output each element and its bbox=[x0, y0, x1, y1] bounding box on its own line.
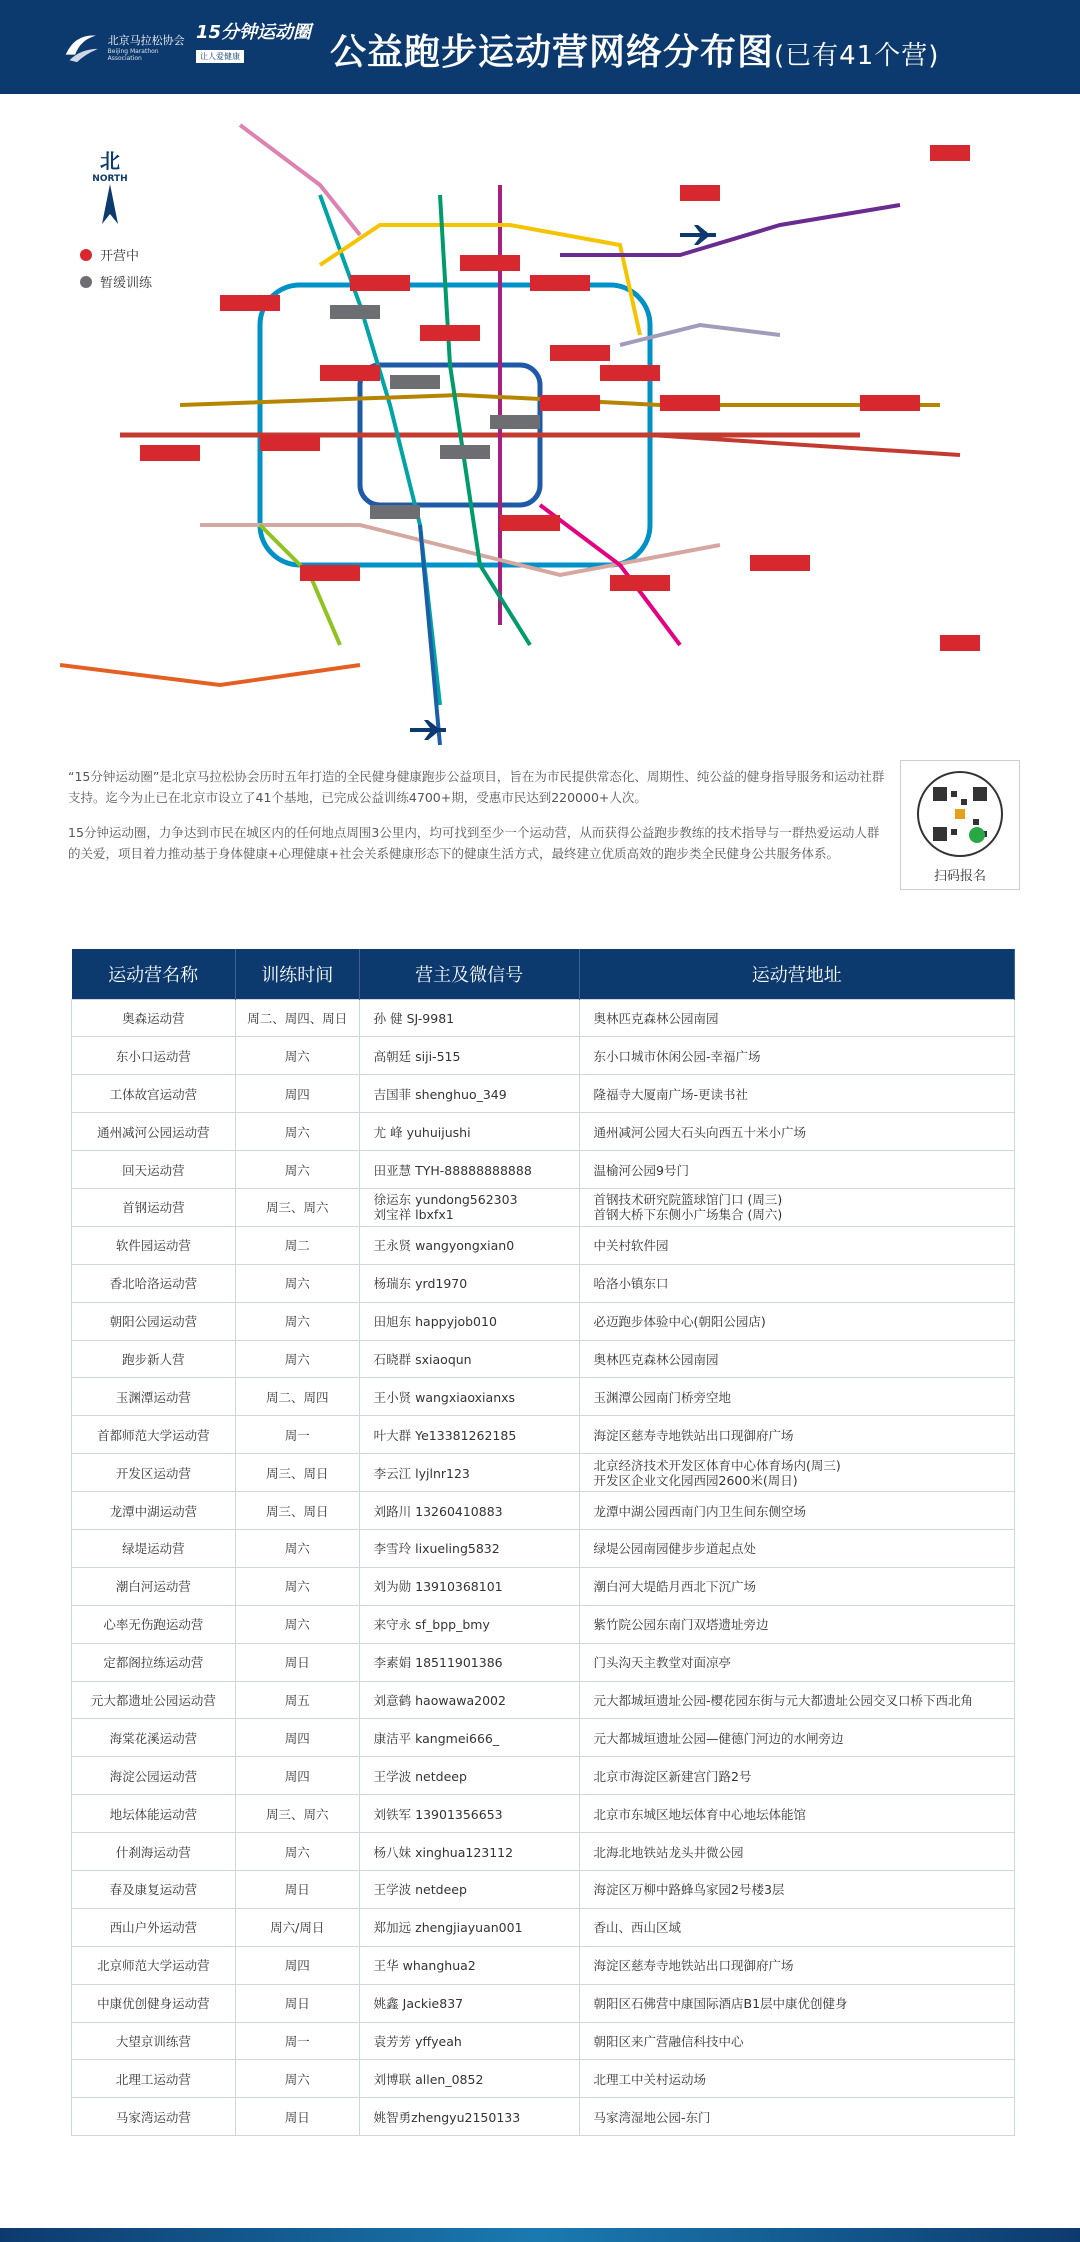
cell-address: 中关村软件园 bbox=[579, 1226, 1014, 1264]
camp-marker bbox=[320, 365, 380, 381]
qr-label: 扫码报名 bbox=[933, 869, 986, 884]
cell-owner: 孙 健 SJ-9981 bbox=[359, 999, 579, 1037]
cell-address: 哈洛小镇东口 bbox=[579, 1264, 1014, 1302]
cell-name: 北京师范大学运动营 bbox=[72, 1946, 236, 1984]
table-row bbox=[72, 1075, 1015, 1113]
line-airport bbox=[420, 525, 440, 745]
cell-name: 地坛体能运动营 bbox=[72, 1795, 236, 1833]
cell-address: 朝阳区石佛营中康国际酒店B1层中康优创健身 bbox=[579, 1984, 1014, 2022]
table-row bbox=[72, 999, 1015, 1037]
table-row bbox=[72, 1188, 1015, 1226]
table-row bbox=[72, 1605, 1015, 1643]
legend-paused-label: 暂缓训练 bbox=[100, 276, 153, 291]
cell-owner: 李云江 lyjlnr123 bbox=[359, 1454, 579, 1492]
line-fangshan bbox=[60, 665, 360, 685]
page-title-main: 公益跑步运动营网络分布图 bbox=[330, 32, 775, 73]
cell-time: 周六 bbox=[235, 1833, 359, 1871]
cell-name: 玉渊潭运动营 bbox=[72, 1378, 236, 1416]
cell-owner: 高朝廷 siji-515 bbox=[359, 1037, 579, 1075]
bma-logo-cn: 北京马拉松协会 bbox=[107, 34, 185, 47]
table-row bbox=[72, 1567, 1015, 1605]
cell-address: 北海北地铁站龙头井微公园 bbox=[579, 1833, 1014, 1871]
airport-icon bbox=[680, 225, 716, 245]
cell-address: 元大都城垣遗址公园-樱花园东街与元大都遗址公园交叉口桥下西北角 bbox=[579, 1681, 1014, 1719]
cell-owner: 田亚慧 TYH-88888888888 bbox=[359, 1151, 579, 1189]
cell-time: 周六 bbox=[235, 1302, 359, 1340]
cell-time: 周四 bbox=[235, 1946, 359, 1984]
table-row bbox=[72, 1757, 1015, 1795]
col-address: 运动营地址 bbox=[579, 949, 1014, 999]
cell-name: 通州减河公园运动营 bbox=[72, 1113, 236, 1151]
table-row bbox=[72, 1681, 1015, 1719]
cell-address: 北京市海淀区新建宫门路2号 bbox=[579, 1757, 1014, 1795]
cell-address: 门头沟天主教堂对面凉亭 bbox=[579, 1643, 1014, 1681]
cell-owner: 田旭东 happyjob010 bbox=[359, 1302, 579, 1340]
cell-name: 软件园运动营 bbox=[72, 1226, 236, 1264]
cell-address: 马家湾湿地公园-东门 bbox=[579, 2098, 1014, 2136]
cell-owner: 姚鑫 Jackie837 bbox=[359, 1984, 579, 2022]
bma-logo bbox=[60, 18, 190, 76]
table-row bbox=[72, 1908, 1015, 1946]
cell-name: 元大都遗址公园运动营 bbox=[72, 1681, 236, 1719]
cell-time: 周六/周日 bbox=[235, 1908, 359, 1946]
cell-address: 香山、西山区域 bbox=[579, 1908, 1014, 1946]
table-row bbox=[72, 1529, 1015, 1567]
cell-owner-line1: 徐运东 yundong562303 bbox=[373, 1192, 518, 1208]
table-row bbox=[72, 2060, 1015, 2098]
cell-owner: 王学波 netdeep bbox=[359, 1757, 579, 1795]
fifteen-min-logo bbox=[196, 18, 314, 76]
cell-owner: 刘铁军 13901356653 bbox=[359, 1795, 579, 1833]
cell-address: 玉渊潭公园南门桥旁空地 bbox=[579, 1378, 1014, 1416]
cell-time: 周六 bbox=[235, 1567, 359, 1605]
intro-paragraph-1: “15分钟运动圈”是北京马拉松协会历时五年打造的全民健身健康跑步公益项目，旨在为市民提供常态化、周期性、纯公益的健身指导服务和运动社群支持。迄今为止已在北京市设立了41个基地，已完成公益训练4700+期，受惠市民达到220000+人次。 bbox=[68, 769, 885, 805]
cell-owner: 杨八妹 xinghua123112 bbox=[359, 1833, 579, 1871]
camp-marker bbox=[420, 325, 480, 341]
camp-marker bbox=[940, 635, 980, 651]
cell-time: 周日 bbox=[235, 2098, 359, 2136]
cell-address-line1: 北京经济技术开发区体育中心体育场内(周三) bbox=[593, 1457, 841, 1473]
legend-open-label: 开营中 bbox=[100, 249, 140, 264]
cell-time: 周一 bbox=[235, 1416, 359, 1454]
cell-name: 西山户外运动营 bbox=[72, 1908, 236, 1946]
camp-marker bbox=[680, 185, 720, 201]
cell-time: 周四 bbox=[235, 1757, 359, 1795]
camp-marker bbox=[260, 435, 320, 451]
subway-lines bbox=[60, 105, 1020, 745]
cell-owner: 李雪玲 lixueling5832 bbox=[359, 1529, 579, 1567]
cell-time: 周三、周日 bbox=[235, 1454, 359, 1492]
cell-owner: 石晓群 sxiaoqun bbox=[359, 1340, 579, 1378]
cell-owner: 王小贤 wangxiaoxianxs bbox=[359, 1378, 579, 1416]
table-row bbox=[72, 2098, 1015, 2136]
camp-marker bbox=[500, 515, 560, 531]
cell-owner: 刘路川 13260410883 bbox=[359, 1492, 579, 1530]
cell-name: 马家湾运动营 bbox=[72, 2098, 236, 2136]
camp-marker bbox=[220, 295, 280, 311]
camp-marker-paused bbox=[370, 505, 420, 519]
cell-time: 周二、周四、周日 bbox=[235, 999, 359, 1037]
page-title bbox=[330, 24, 939, 75]
cell-name: 大望京训练营 bbox=[72, 2022, 236, 2060]
line-15 bbox=[560, 205, 900, 255]
camp-marker-paused bbox=[490, 415, 540, 429]
cell-time: 周六 bbox=[235, 1037, 359, 1075]
cell-name: 龙潭中湖运动营 bbox=[72, 1492, 236, 1530]
cell-address: 通州减河公园大石头向西五十米小广场 bbox=[579, 1113, 1014, 1151]
table-row bbox=[72, 1719, 1015, 1757]
cell-address: 绿堤公园南园健步步道起点处 bbox=[579, 1529, 1014, 1567]
cell-owner: 尤 峰 yuhuijushi bbox=[359, 1113, 579, 1151]
cell-time: 周二 bbox=[235, 1226, 359, 1264]
camp-table bbox=[71, 949, 1015, 2136]
cell-name: 北理工运动营 bbox=[72, 2060, 236, 2098]
cell-address: 朝阳区来广营融信科技中心 bbox=[579, 2022, 1014, 2060]
cell-owner: 来守永 sf_bpp_bmy bbox=[359, 1605, 579, 1643]
cell-address: 奥林匹克森林公园南园 bbox=[579, 999, 1014, 1037]
cell-name: 心率无伤跑运动营 bbox=[72, 1605, 236, 1643]
cell-time: 周三、周日 bbox=[235, 1492, 359, 1530]
page-title-suffix: (已有41个营) bbox=[774, 41, 940, 71]
line-4 bbox=[320, 195, 440, 705]
cell-time: 周六 bbox=[235, 1264, 359, 1302]
cell-name: 开发区运动营 bbox=[72, 1454, 236, 1492]
cell-time: 周四 bbox=[235, 1075, 359, 1113]
cell-time: 周五 bbox=[235, 1681, 359, 1719]
cell-owner-line2: 刘宝祥 lbxfx1 bbox=[373, 1207, 454, 1223]
cell-address: 龙潭中湖公园西南门内卫生间东侧空场 bbox=[579, 1492, 1014, 1530]
cell-time: 周六 bbox=[235, 2060, 359, 2098]
cell-owner: 刘意鹤 haowawa2002 bbox=[359, 1681, 579, 1719]
cell-time: 周六 bbox=[235, 1151, 359, 1189]
north-cn: 北 bbox=[100, 149, 120, 173]
table-row bbox=[72, 1151, 1015, 1189]
cell-owner bbox=[359, 1188, 579, 1226]
bma-logo-icon bbox=[60, 25, 102, 69]
camp-marker-paused bbox=[330, 305, 380, 319]
bma-logo-en: Beijing Marathon Association bbox=[107, 48, 159, 62]
table-row bbox=[72, 1340, 1015, 1378]
cell-owner: 袁芳芳 yffyeah bbox=[359, 2022, 579, 2060]
camp-marker bbox=[540, 395, 600, 411]
cell-time: 周六 bbox=[235, 1605, 359, 1643]
table-row bbox=[72, 1833, 1015, 1871]
cell-owner: 康洁平 kangmei666_ bbox=[359, 1719, 579, 1757]
table-row bbox=[72, 1454, 1015, 1492]
cell-name: 首都师范大学运动营 bbox=[72, 1416, 236, 1454]
cell-address: 海淀区万柳中路蜂鸟家园2号楼3层 bbox=[579, 1870, 1014, 1908]
qr-code-box[interactable] bbox=[900, 760, 1020, 890]
table-row bbox=[72, 1378, 1015, 1416]
camp-table-header bbox=[72, 949, 1015, 999]
cell-name: 首钢运动营 bbox=[72, 1188, 236, 1226]
table-row bbox=[72, 1264, 1015, 1302]
table-row bbox=[72, 1984, 1015, 2022]
cell-address-line1: 首钢技术研究院篮球馆门口 (周三) bbox=[593, 1192, 783, 1208]
cell-owner: 叶大群 Ye13381262185 bbox=[359, 1416, 579, 1454]
cell-name: 工体故宫运动营 bbox=[72, 1075, 236, 1113]
table-row bbox=[72, 1037, 1015, 1075]
cell-address: 必迈跑步体验中心(朝阳公园店) bbox=[579, 1302, 1014, 1340]
cell-time: 周三、周六 bbox=[235, 1188, 359, 1226]
table-row bbox=[72, 1226, 1015, 1264]
cell-address: 海淀区慈寿寺地铁站出口现御府广场 bbox=[579, 1946, 1014, 1984]
cell-name: 东小口运动营 bbox=[72, 1037, 236, 1075]
fifteen-min-logo-sub: 让人爱健康 bbox=[196, 50, 244, 63]
fifteen-min-logo-text: 15分钟运动圈 bbox=[196, 22, 312, 43]
cell-address-line2: 开发区企业文化园西园2600米(周日) bbox=[593, 1472, 798, 1488]
cell-address: 温榆河公园9号门 bbox=[579, 1151, 1014, 1189]
table-row bbox=[72, 1416, 1015, 1454]
cell-name: 跑步新人营 bbox=[72, 1340, 236, 1378]
cell-owner: 王学波 netdeep bbox=[359, 1870, 579, 1908]
cell-name: 香北哈洛运动营 bbox=[72, 1264, 236, 1302]
cell-time: 周六 bbox=[235, 1529, 359, 1567]
cell-owner: 刘为勋 13910368101 bbox=[359, 1567, 579, 1605]
cell-address: 紫竹院公园东南门双塔遗址旁边 bbox=[579, 1605, 1014, 1643]
camp-marker-paused bbox=[440, 445, 490, 459]
north-en: NORTH bbox=[92, 174, 128, 184]
line-batong bbox=[650, 435, 960, 455]
cell-address: 北理工中关村运动场 bbox=[579, 2060, 1014, 2098]
camp-marker bbox=[300, 565, 360, 581]
cell-name: 绿堤运动营 bbox=[72, 1529, 236, 1567]
table-row bbox=[72, 1795, 1015, 1833]
table-row bbox=[72, 1870, 1015, 1908]
cell-owner: 李素娟 18511901386 bbox=[359, 1643, 579, 1681]
cell-time: 周一 bbox=[235, 2022, 359, 2060]
cell-name: 海淀公园运动营 bbox=[72, 1757, 236, 1795]
camp-marker bbox=[140, 445, 200, 461]
camp-marker bbox=[550, 345, 610, 361]
cell-name: 潮白河运动营 bbox=[72, 1567, 236, 1605]
table-row bbox=[72, 1643, 1015, 1681]
cell-time: 周日 bbox=[235, 1870, 359, 1908]
table-row bbox=[72, 1946, 1015, 1984]
cell-address bbox=[579, 1454, 1014, 1492]
camp-marker bbox=[660, 395, 720, 411]
cell-name: 奥森运动营 bbox=[72, 999, 236, 1037]
camp-marker bbox=[350, 275, 410, 291]
cell-address: 潮白河大堤皓月西北下沉广场 bbox=[579, 1567, 1014, 1605]
subway-map bbox=[60, 105, 1020, 745]
cell-owner: 郑加远 zhengjiayuan001 bbox=[359, 1908, 579, 1946]
cell-time: 周六 bbox=[235, 1113, 359, 1151]
cell-owner: 王永贤 wangyongxian0 bbox=[359, 1226, 579, 1264]
cell-address-line2: 首钢大桥下东侧小广场集合 (周六) bbox=[593, 1207, 783, 1223]
camp-marker bbox=[750, 555, 810, 571]
cell-address: 奥林匹克森林公园南园 bbox=[579, 1340, 1014, 1378]
cell-name: 朝阳公园运动营 bbox=[72, 1302, 236, 1340]
table-row bbox=[72, 1492, 1015, 1530]
cell-owner: 姚智勇zhengyu2150133 bbox=[359, 2098, 579, 2136]
cell-owner: 刘博联 allen_0852 bbox=[359, 2060, 579, 2098]
table-row bbox=[72, 1113, 1015, 1151]
line-capital-airport bbox=[620, 325, 780, 345]
camp-marker bbox=[930, 145, 970, 161]
cell-name: 什刹海运动营 bbox=[72, 1833, 236, 1871]
cell-time: 周日 bbox=[235, 1984, 359, 2022]
cell-address: 元大都城垣遗址公园—健德门河边的水闸旁边 bbox=[579, 1719, 1014, 1757]
line-changping bbox=[240, 125, 360, 235]
camp-marker bbox=[530, 275, 590, 291]
cell-time: 周四 bbox=[235, 1719, 359, 1757]
col-owner: 营主及微信号 bbox=[359, 949, 579, 999]
cell-address bbox=[579, 1188, 1014, 1226]
cell-time: 周六 bbox=[235, 1340, 359, 1378]
cell-time: 周三、周六 bbox=[235, 1795, 359, 1833]
header-banner bbox=[0, 0, 1080, 94]
cell-time: 周日 bbox=[235, 1643, 359, 1681]
cell-owner: 吉国菲 shenghuo_349 bbox=[359, 1075, 579, 1113]
intro-paragraph-2: 15分钟运动圈，力争达到市民在城区内的任何地点周围3公里内，均可找到至少一个运动营，从而获得公益跑步教练的技术指导与一群热爱运动人群的关爱，项目着力推动基于身体健康+心理健康+社会关系健康形态下的健康生活方式，最终建立优质高效的跑步类全民健身公共服务体系。 bbox=[68, 825, 880, 861]
camp-marker bbox=[860, 395, 920, 411]
line-9 bbox=[260, 525, 340, 645]
cell-owner: 杨瑞东 yrd1970 bbox=[359, 1264, 579, 1302]
cell-name: 春及康复运动营 bbox=[72, 1870, 236, 1908]
intro-text bbox=[68, 766, 888, 878]
cell-owner: 王华 whanghua2 bbox=[359, 1946, 579, 1984]
camp-marker bbox=[460, 255, 520, 271]
table-row bbox=[72, 2022, 1015, 2060]
col-time: 训练时间 bbox=[235, 949, 359, 999]
cell-name: 中康优创健身运动营 bbox=[72, 1984, 236, 2022]
qr-code-icon bbox=[915, 769, 1005, 859]
cell-name: 回天运动营 bbox=[72, 1151, 236, 1189]
cell-address: 海淀区慈寿寺地铁站出口现御府广场 bbox=[579, 1416, 1014, 1454]
cell-time: 周二、周四 bbox=[235, 1378, 359, 1416]
cell-address: 隆福寺大厦南广场-更读书社 bbox=[579, 1075, 1014, 1113]
cell-name: 定都阁拉练运动营 bbox=[72, 1643, 236, 1681]
table-row bbox=[72, 1302, 1015, 1340]
cell-name: 海棠花溪运动营 bbox=[72, 1719, 236, 1757]
camp-marker bbox=[600, 365, 660, 381]
col-name: 运动营名称 bbox=[72, 949, 236, 999]
bottom-bar bbox=[0, 2228, 1080, 2242]
camp-marker-paused bbox=[390, 375, 440, 389]
camp-marker bbox=[610, 575, 670, 591]
cell-address: 东小口城市休闲公园-幸福广场 bbox=[579, 1037, 1014, 1075]
cell-address: 北京市东城区地坛体育中心地坛体能馆 bbox=[579, 1795, 1014, 1833]
